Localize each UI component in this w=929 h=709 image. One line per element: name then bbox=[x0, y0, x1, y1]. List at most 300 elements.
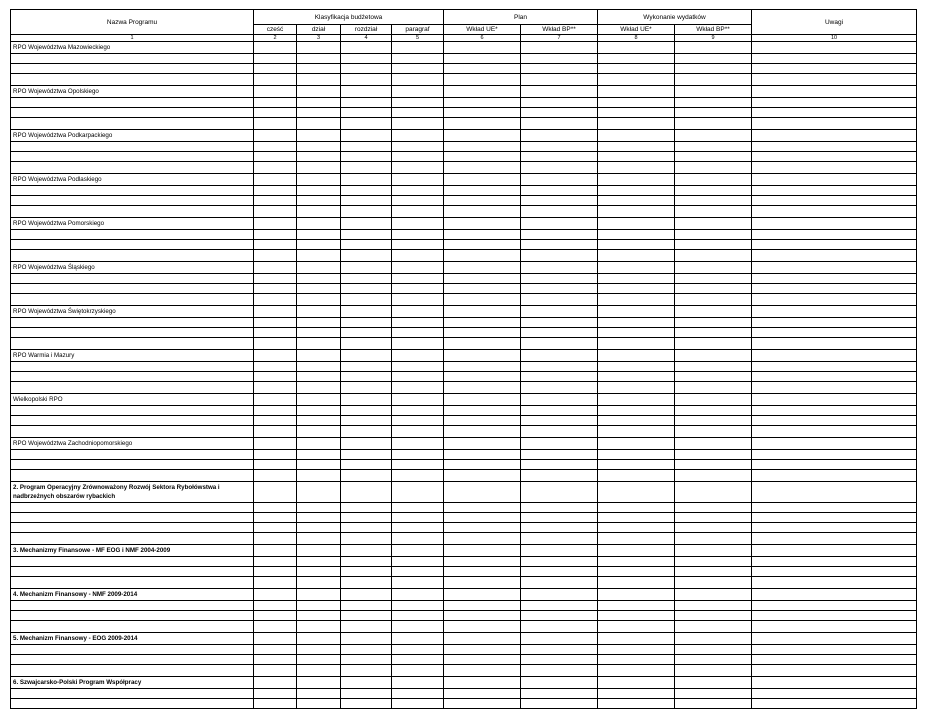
value-cell bbox=[521, 174, 598, 186]
value-cell bbox=[675, 601, 752, 611]
program-name-cell bbox=[11, 362, 254, 372]
value-cell bbox=[392, 677, 444, 689]
value-cell bbox=[675, 318, 752, 328]
value-cell bbox=[598, 503, 675, 513]
value-cell bbox=[297, 621, 341, 633]
value-cell bbox=[444, 450, 521, 460]
value-cell bbox=[675, 372, 752, 382]
blank-row bbox=[11, 689, 917, 699]
value-cell bbox=[444, 152, 521, 162]
blank-row bbox=[11, 230, 917, 240]
value-cell bbox=[444, 503, 521, 513]
value-cell bbox=[598, 328, 675, 338]
value-cell bbox=[392, 54, 444, 64]
value-cell bbox=[341, 338, 392, 350]
value-cell bbox=[392, 450, 444, 460]
value-cell bbox=[752, 655, 917, 665]
value-cell bbox=[598, 108, 675, 118]
table-body bbox=[11, 10, 917, 709]
value-cell bbox=[297, 557, 341, 567]
value-cell bbox=[444, 438, 521, 450]
value-cell bbox=[675, 426, 752, 438]
value-cell bbox=[521, 438, 598, 450]
value-cell bbox=[752, 689, 917, 699]
value-cell bbox=[598, 621, 675, 633]
value-cell bbox=[392, 174, 444, 186]
program-name-cell: 6. Szwajcarsko-Polski Program Współpracy bbox=[11, 677, 254, 689]
value-cell bbox=[521, 503, 598, 513]
value-cell bbox=[392, 218, 444, 230]
value-cell bbox=[444, 677, 521, 689]
value-cell bbox=[254, 611, 297, 621]
value-cell bbox=[752, 142, 917, 152]
value-cell bbox=[444, 74, 521, 86]
col-number: 8 bbox=[598, 35, 675, 42]
value-cell bbox=[521, 142, 598, 152]
value-cell bbox=[392, 545, 444, 557]
value-cell bbox=[752, 230, 917, 240]
value-cell bbox=[341, 577, 392, 589]
program-name-cell bbox=[11, 567, 254, 577]
value-cell bbox=[297, 665, 341, 677]
value-cell bbox=[254, 174, 297, 186]
value-cell bbox=[521, 230, 598, 240]
value-cell bbox=[521, 699, 598, 709]
value-cell bbox=[521, 130, 598, 142]
value-cell bbox=[444, 470, 521, 482]
blank-row bbox=[11, 406, 917, 416]
value-cell bbox=[598, 438, 675, 450]
value-cell bbox=[392, 513, 444, 523]
value-cell bbox=[341, 86, 392, 98]
program-name-cell bbox=[11, 372, 254, 382]
value-cell bbox=[297, 250, 341, 262]
value-cell bbox=[254, 589, 297, 601]
value-cell bbox=[598, 382, 675, 394]
program-name-cell: 3. Mechanizmy Finansowe - MF EOG i NMF 2004-2009 bbox=[11, 545, 254, 557]
value-cell bbox=[297, 274, 341, 284]
value-cell bbox=[521, 406, 598, 416]
value-cell bbox=[297, 601, 341, 611]
value-cell bbox=[752, 108, 917, 118]
value-cell bbox=[392, 372, 444, 382]
value-cell bbox=[297, 42, 341, 54]
value-cell bbox=[675, 450, 752, 460]
value-cell bbox=[598, 350, 675, 362]
value-cell bbox=[341, 362, 392, 372]
value-cell bbox=[521, 196, 598, 206]
value-cell bbox=[752, 196, 917, 206]
value-cell bbox=[521, 250, 598, 262]
value-cell bbox=[598, 633, 675, 645]
value-cell bbox=[392, 460, 444, 470]
value-cell bbox=[752, 162, 917, 174]
blank-row bbox=[11, 152, 917, 162]
header-part: cześć bbox=[254, 25, 297, 35]
value-cell bbox=[521, 557, 598, 567]
value-cell bbox=[341, 118, 392, 130]
value-cell bbox=[392, 274, 444, 284]
value-cell bbox=[392, 250, 444, 262]
program-row bbox=[11, 42, 917, 54]
value-cell bbox=[392, 74, 444, 86]
value-cell bbox=[598, 482, 675, 503]
value-cell bbox=[444, 689, 521, 699]
value-cell bbox=[752, 633, 917, 645]
value-cell bbox=[521, 318, 598, 328]
value-cell bbox=[598, 206, 675, 218]
value-cell bbox=[392, 589, 444, 601]
value-cell bbox=[392, 118, 444, 130]
value-cell bbox=[675, 482, 752, 503]
value-cell bbox=[341, 230, 392, 240]
value-cell bbox=[598, 118, 675, 130]
value-cell bbox=[392, 523, 444, 533]
value-cell bbox=[341, 665, 392, 677]
value-cell bbox=[752, 218, 917, 230]
value-cell bbox=[598, 611, 675, 621]
value-cell bbox=[752, 152, 917, 162]
value-cell bbox=[598, 567, 675, 577]
value-cell bbox=[392, 294, 444, 306]
value-cell bbox=[444, 98, 521, 108]
header-exec-eu: Wkład UE* bbox=[598, 25, 675, 35]
value-cell bbox=[675, 162, 752, 174]
value-cell bbox=[521, 611, 598, 621]
value-cell bbox=[341, 406, 392, 416]
value-cell bbox=[297, 284, 341, 294]
value-cell bbox=[297, 523, 341, 533]
value-cell bbox=[598, 142, 675, 152]
value-cell bbox=[598, 186, 675, 196]
value-cell bbox=[444, 250, 521, 262]
value-cell bbox=[341, 328, 392, 338]
blank-row bbox=[11, 523, 917, 533]
value-cell bbox=[752, 482, 917, 503]
program-name-cell: RPO Województwa Zachodniopomorskiego bbox=[11, 438, 254, 450]
value-cell bbox=[675, 284, 752, 294]
value-cell bbox=[752, 665, 917, 677]
spacer-row bbox=[11, 577, 917, 589]
value-cell bbox=[675, 274, 752, 284]
value-cell bbox=[752, 54, 917, 64]
value-cell bbox=[254, 557, 297, 567]
value-cell bbox=[297, 406, 341, 416]
value-cell bbox=[297, 240, 341, 250]
value-cell bbox=[254, 152, 297, 162]
value-cell bbox=[675, 240, 752, 250]
value-cell bbox=[444, 118, 521, 130]
value-cell bbox=[675, 206, 752, 218]
value-cell bbox=[521, 338, 598, 350]
value-cell bbox=[521, 382, 598, 394]
value-cell bbox=[341, 206, 392, 218]
value-cell bbox=[752, 42, 917, 54]
value-cell bbox=[444, 206, 521, 218]
value-cell bbox=[752, 86, 917, 98]
value-cell bbox=[297, 86, 341, 98]
value-cell bbox=[444, 601, 521, 611]
value-cell bbox=[444, 655, 521, 665]
value-cell bbox=[341, 218, 392, 230]
value-cell bbox=[521, 328, 598, 338]
value-cell bbox=[598, 218, 675, 230]
value-cell bbox=[598, 689, 675, 699]
value-cell bbox=[752, 98, 917, 108]
value-cell bbox=[254, 621, 297, 633]
value-cell bbox=[341, 557, 392, 567]
value-cell bbox=[254, 196, 297, 206]
value-cell bbox=[444, 372, 521, 382]
value-cell bbox=[254, 438, 297, 450]
program-name-cell: 5. Mechanizm Finansowy - EOG 2009-2014 bbox=[11, 633, 254, 645]
value-cell bbox=[297, 645, 341, 655]
value-cell bbox=[521, 218, 598, 230]
value-cell bbox=[598, 284, 675, 294]
col-number: 3 bbox=[297, 35, 341, 42]
value-cell bbox=[521, 362, 598, 372]
program-name-cell bbox=[11, 406, 254, 416]
value-cell bbox=[392, 645, 444, 655]
value-cell bbox=[675, 557, 752, 567]
value-cell bbox=[752, 262, 917, 274]
program-name-cell bbox=[11, 645, 254, 655]
program-name-cell bbox=[11, 230, 254, 240]
value-cell bbox=[392, 482, 444, 503]
value-cell bbox=[254, 64, 297, 74]
value-cell bbox=[341, 350, 392, 362]
value-cell bbox=[521, 162, 598, 174]
value-cell bbox=[392, 64, 444, 74]
value-cell bbox=[254, 98, 297, 108]
value-cell bbox=[752, 503, 917, 513]
value-cell bbox=[392, 470, 444, 482]
program-name-cell: 4. Mechanizm Finansowy - NMF 2009-2014 bbox=[11, 589, 254, 601]
header-program-name: Nazwa Programu bbox=[11, 10, 254, 35]
blank-row bbox=[11, 274, 917, 284]
value-cell bbox=[752, 416, 917, 426]
value-cell bbox=[521, 206, 598, 218]
value-cell bbox=[444, 294, 521, 306]
value-cell bbox=[341, 284, 392, 294]
value-cell bbox=[254, 108, 297, 118]
value-cell bbox=[444, 460, 521, 470]
value-cell bbox=[341, 503, 392, 513]
value-cell bbox=[598, 338, 675, 350]
value-cell bbox=[752, 557, 917, 567]
value-cell bbox=[444, 406, 521, 416]
value-cell bbox=[444, 174, 521, 186]
value-cell bbox=[341, 416, 392, 426]
value-cell bbox=[752, 621, 917, 633]
value-cell bbox=[297, 513, 341, 523]
value-cell bbox=[752, 284, 917, 294]
value-cell bbox=[752, 174, 917, 186]
value-cell bbox=[598, 174, 675, 186]
value-cell bbox=[444, 533, 521, 545]
value-cell bbox=[521, 306, 598, 318]
value-cell bbox=[341, 262, 392, 274]
value-cell bbox=[444, 557, 521, 567]
value-cell bbox=[675, 633, 752, 645]
spacer-row bbox=[11, 470, 917, 482]
value-cell bbox=[752, 450, 917, 460]
value-cell bbox=[392, 438, 444, 450]
value-cell bbox=[254, 645, 297, 655]
value-cell bbox=[392, 621, 444, 633]
blank-row bbox=[11, 362, 917, 372]
value-cell bbox=[297, 426, 341, 438]
value-cell bbox=[752, 545, 917, 557]
value-cell bbox=[752, 274, 917, 284]
value-cell bbox=[675, 394, 752, 406]
value-cell bbox=[444, 611, 521, 621]
value-cell bbox=[341, 142, 392, 152]
value-cell bbox=[444, 513, 521, 523]
value-cell bbox=[341, 601, 392, 611]
value-cell bbox=[392, 186, 444, 196]
program-name-cell: RPO Województwa Opolskiego bbox=[11, 86, 254, 98]
value-cell bbox=[392, 557, 444, 567]
value-cell bbox=[341, 450, 392, 460]
value-cell bbox=[521, 621, 598, 633]
program-name-cell bbox=[11, 416, 254, 426]
blank-row bbox=[11, 503, 917, 513]
value-cell bbox=[521, 470, 598, 482]
value-cell bbox=[598, 394, 675, 406]
value-cell bbox=[444, 633, 521, 645]
col-number: 10 bbox=[752, 35, 917, 42]
program-name-cell bbox=[11, 699, 254, 709]
value-cell bbox=[752, 567, 917, 577]
value-cell bbox=[675, 306, 752, 318]
value-cell bbox=[752, 382, 917, 394]
program-row bbox=[11, 633, 917, 645]
value-cell bbox=[521, 545, 598, 557]
value-cell bbox=[521, 350, 598, 362]
value-cell bbox=[254, 567, 297, 577]
program-name-cell bbox=[11, 382, 254, 394]
spacer-row bbox=[11, 426, 917, 438]
value-cell bbox=[254, 86, 297, 98]
value-cell bbox=[675, 362, 752, 372]
value-cell bbox=[675, 294, 752, 306]
value-cell bbox=[297, 689, 341, 699]
value-cell bbox=[752, 306, 917, 318]
value-cell bbox=[521, 665, 598, 677]
value-cell bbox=[297, 152, 341, 162]
value-cell bbox=[444, 362, 521, 372]
spacer-row bbox=[11, 665, 917, 677]
value-cell bbox=[598, 699, 675, 709]
value-cell bbox=[598, 557, 675, 567]
value-cell bbox=[254, 350, 297, 362]
value-cell bbox=[598, 545, 675, 557]
value-cell bbox=[675, 533, 752, 545]
value-cell bbox=[675, 130, 752, 142]
header-plan-eu: Wkład UE* bbox=[444, 25, 521, 35]
value-cell bbox=[254, 601, 297, 611]
value-cell bbox=[675, 186, 752, 196]
value-cell bbox=[254, 274, 297, 284]
value-cell bbox=[392, 567, 444, 577]
value-cell bbox=[521, 482, 598, 503]
program-row bbox=[11, 438, 917, 450]
value-cell bbox=[444, 186, 521, 196]
value-cell bbox=[297, 416, 341, 426]
program-name-cell bbox=[11, 611, 254, 621]
value-cell bbox=[675, 577, 752, 589]
value-cell bbox=[675, 567, 752, 577]
value-cell bbox=[752, 533, 917, 545]
value-cell bbox=[675, 665, 752, 677]
value-cell bbox=[598, 230, 675, 240]
value-cell bbox=[297, 482, 341, 503]
blank-row bbox=[11, 645, 917, 655]
program-name-cell bbox=[11, 513, 254, 523]
value-cell bbox=[341, 108, 392, 118]
value-cell bbox=[341, 482, 392, 503]
value-cell bbox=[521, 98, 598, 108]
value-cell bbox=[392, 655, 444, 665]
value-cell bbox=[598, 262, 675, 274]
program-name-cell bbox=[11, 108, 254, 118]
value-cell bbox=[598, 577, 675, 589]
value-cell bbox=[254, 577, 297, 589]
value-cell bbox=[598, 416, 675, 426]
value-cell bbox=[297, 460, 341, 470]
program-row bbox=[11, 677, 917, 689]
value-cell bbox=[675, 142, 752, 152]
value-cell bbox=[254, 394, 297, 406]
value-cell bbox=[392, 362, 444, 372]
value-cell bbox=[392, 284, 444, 294]
value-cell bbox=[297, 338, 341, 350]
value-cell bbox=[752, 328, 917, 338]
value-cell bbox=[341, 533, 392, 545]
value-cell bbox=[297, 306, 341, 318]
value-cell bbox=[444, 699, 521, 709]
program-row bbox=[11, 86, 917, 98]
value-cell bbox=[444, 589, 521, 601]
program-name-cell bbox=[11, 523, 254, 533]
value-cell bbox=[675, 86, 752, 98]
spacer-row bbox=[11, 382, 917, 394]
value-cell bbox=[675, 42, 752, 54]
col-number: 2 bbox=[254, 35, 297, 42]
program-name-cell bbox=[11, 142, 254, 152]
value-cell bbox=[341, 677, 392, 689]
value-cell bbox=[521, 74, 598, 86]
value-cell bbox=[521, 54, 598, 64]
program-name-cell bbox=[11, 470, 254, 482]
blank-row bbox=[11, 557, 917, 567]
value-cell bbox=[521, 689, 598, 699]
value-cell bbox=[392, 533, 444, 545]
value-cell bbox=[521, 186, 598, 196]
value-cell bbox=[598, 152, 675, 162]
value-cell bbox=[341, 645, 392, 655]
value-cell bbox=[598, 406, 675, 416]
value-cell bbox=[675, 230, 752, 240]
value-cell bbox=[392, 633, 444, 645]
value-cell bbox=[521, 460, 598, 470]
value-cell bbox=[521, 513, 598, 523]
value-cell bbox=[752, 250, 917, 262]
value-cell bbox=[392, 689, 444, 699]
value-cell bbox=[297, 350, 341, 362]
value-cell bbox=[392, 86, 444, 98]
